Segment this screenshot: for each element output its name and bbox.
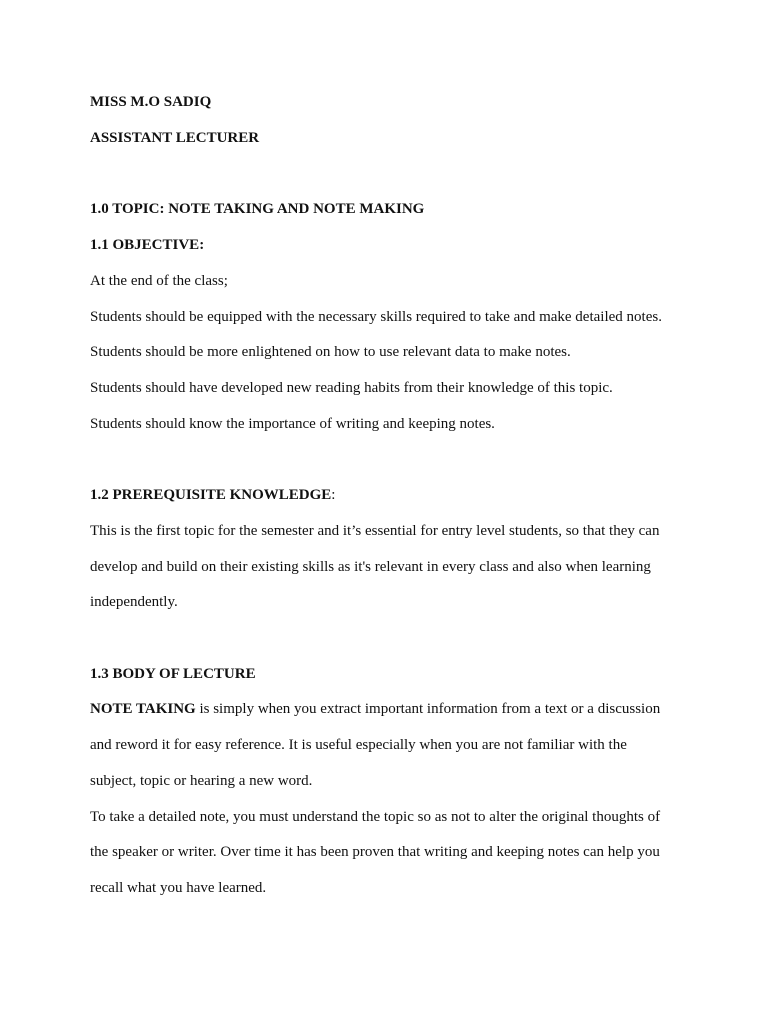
note-taking-definition-line (90, 700, 660, 718)
paragraph-line: and reword it for easy reference. It is useful especially when you are not familiar with the (90, 737, 627, 753)
prerequisite-heading: 1.2 PREREQUISITE KNOWLEDGE (90, 487, 332, 503)
paragraph-line: the speaker or writer. Over time it has been proven that writing and keeping notes can help you (90, 844, 660, 860)
prerequisite-text-line: develop and build on their existing skills as it's relevant in every class and also when learning (90, 559, 651, 575)
author-name: MISS M.O SADIQ (90, 94, 212, 110)
objective-item: Students should be more enlightened on how to use relevant data to make notes. (90, 344, 571, 360)
prerequisite-heading-colon: : (331, 487, 336, 503)
prerequisite-heading-line (90, 486, 335, 504)
paragraph-line: To take a detailed note, you must understand the topic so as not to alter the original thoughts of (90, 809, 661, 825)
body-heading: 1.3 BODY OF LECTURE (90, 666, 256, 682)
author-title: ASSISTANT LECTURER (90, 130, 260, 146)
note-taking-definition-text: is simply when you extract important information from a text or a discussion (195, 701, 661, 717)
paragraph-line: subject, topic or hearing a new word. (90, 773, 313, 789)
objective-item: Students should have developed new reading habits from their knowledge of this topic. (90, 380, 613, 396)
objective-intro: At the end of the class; (90, 273, 228, 289)
paragraph-line: recall what you have learned. (90, 880, 267, 896)
note-taking-term: NOTE TAKING (90, 701, 196, 717)
objective-heading: 1.1 OBJECTIVE: (90, 237, 205, 253)
objective-item: Students should know the importance of writing and keeping notes. (90, 416, 495, 432)
prerequisite-text-line: independently. (90, 594, 178, 610)
objective-item: Students should be equipped with the necessary skills required to take and make detailed notes. (90, 309, 662, 325)
prerequisite-text-line: This is the first topic for the semester and it’s essential for entry level students, so that they can (90, 523, 660, 539)
topic-heading: 1.0 TOPIC: NOTE TAKING AND NOTE MAKING (90, 201, 425, 217)
